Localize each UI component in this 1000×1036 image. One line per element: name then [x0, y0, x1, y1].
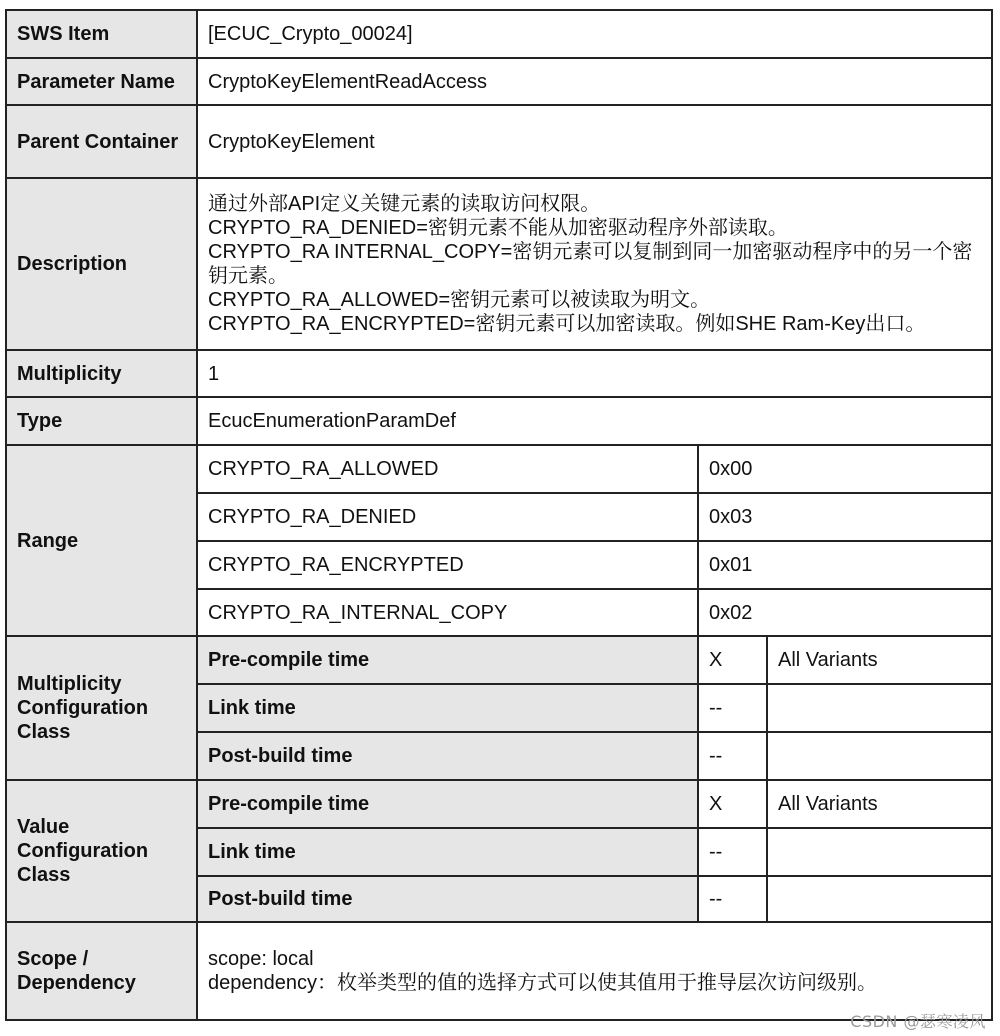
range-label: Range [6, 445, 197, 636]
description-line: CRYPTO_RA INTERNAL_COPY=密钥元素可以复制到同一加密驱动程序中的另一个密钥元素。 [208, 241, 973, 287]
multiplicity-label: Multiplicity [6, 350, 197, 397]
config-variants: All Variants [767, 780, 992, 828]
parameter-name-label: Parameter Name [6, 58, 197, 105]
range-item-value: 0x00 [698, 445, 992, 493]
config-mark: -- [698, 828, 767, 876]
range-row [6, 445, 992, 493]
range-item-name: CRYPTO_RA_ENCRYPTED [197, 541, 698, 589]
config-mark: -- [698, 732, 767, 780]
multiplicity-value: 1 [197, 350, 992, 397]
config-time-label: Link time [197, 828, 698, 876]
config-time-label: Pre-compile time [197, 780, 698, 828]
multiplicity-config-class-label: Multiplicity Configuration Class [6, 636, 197, 780]
config-variants [767, 828, 992, 876]
range-item-value: 0x02 [698, 589, 992, 636]
config-time-label: Pre-compile time [197, 636, 698, 684]
row-parent-container [6, 105, 992, 178]
type-value: EcucEnumerationParamDef [197, 397, 992, 445]
config-variants [767, 732, 992, 780]
multiplicity-config-row [6, 636, 992, 684]
range-item-value: 0x01 [698, 541, 992, 589]
scope-line: scope: local [208, 948, 314, 970]
description-line: CRYPTO_RA_ENCRYPTED=密钥元素可以加密读取。例如SHE Ram-Key出口。 [208, 313, 926, 335]
description-line: CRYPTO_RA_ALLOWED=密钥元素可以被读取为明文。 [208, 289, 711, 311]
config-variants: All Variants [767, 636, 992, 684]
parameter-spec-table [5, 9, 993, 1021]
description-label: Description [6, 178, 197, 350]
row-scope-dependency [6, 922, 992, 1020]
watermark: CSDN @瑟寒凌风 [850, 1012, 986, 1031]
config-variants [767, 684, 992, 732]
parameter-name-value: CryptoKeyElementReadAccess [197, 58, 992, 105]
range-item-name: CRYPTO_RA_INTERNAL_COPY [197, 589, 698, 636]
range-item-name: CRYPTO_RA_DENIED [197, 493, 698, 541]
description-line: CRYPTO_RA_DENIED=密钥元素不能从加密驱动程序外部读取。 [208, 217, 788, 239]
description-value [197, 178, 992, 350]
row-description [6, 178, 992, 350]
scope-dependency-label: Scope / Dependency [6, 922, 197, 1020]
config-time-label: Post-build time [197, 732, 698, 780]
config-mark: X [698, 780, 767, 828]
config-time-label: Post-build time [197, 876, 698, 922]
parent-container-value: CryptoKeyElement [197, 105, 992, 178]
config-mark: X [698, 636, 767, 684]
type-label: Type [6, 397, 197, 445]
sws-item-value: [ECUC_Crypto_00024] [197, 10, 992, 58]
description-line: 通过外部API定义关键元素的读取访问权限。 [208, 193, 601, 215]
row-sws-item [6, 10, 992, 58]
row-multiplicity [6, 350, 992, 397]
config-mark: -- [698, 876, 767, 922]
sws-item-label: SWS Item [6, 10, 197, 58]
row-type [6, 397, 992, 445]
config-variants [767, 876, 992, 922]
range-item-name: CRYPTO_RA_ALLOWED [197, 445, 698, 493]
config-time-label: Link time [197, 684, 698, 732]
value-config-class-label: Value Configuration Class [6, 780, 197, 922]
config-mark: -- [698, 684, 767, 732]
value-config-row [6, 780, 992, 828]
parent-container-label: Parent Container [6, 105, 197, 178]
scope-dependency-value [197, 922, 992, 1020]
range-item-value: 0x03 [698, 493, 992, 541]
row-parameter-name [6, 58, 992, 105]
dependency-line: dependency：枚举类型的值的选择方式可以使其值用于推导层次访问级别。 [208, 972, 877, 994]
